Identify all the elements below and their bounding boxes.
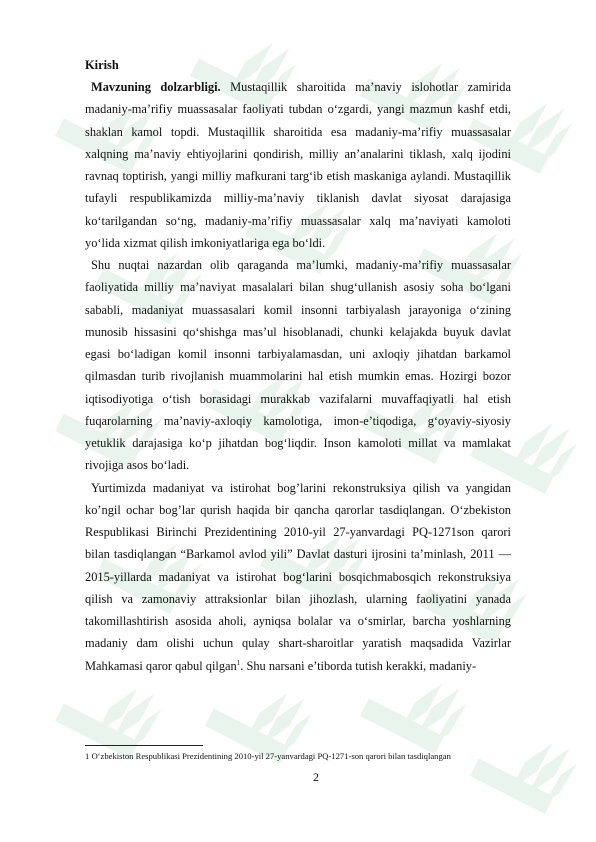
watermark-logo-icon xyxy=(200,662,328,786)
paragraph-text: Shu nuqtai nazardan olib qaraganda ma’lumki, madaniy-ma’rifiy muassasalar faoliyatida milliy ma’naviyat masalalari bilan shug‘ullanish asosiy soha bo‘lgani sababli, madaniyat muassasalari komil insonni tarbiyalash jarayoniga o‘zining munosib hissasini qo‘shishga mas’ul hisoblanadi, chunki kelajakda buyuk davlat egasi bo‘ladigan komil insonni tarbiyalamasdan, uni axloqiy jihatdan barkamol qilmasdan turib rivojlanish muammolarini hal etish mumkin emas. Hozirgi bozor iqtisodiyotiga o‘tish borasidagi murakkab vazifalarni muvaffaqiyatli hal etish fuqarolarning ma’naviy-axloqiy kamolotiga, imon-e’tiqodiga, g‘oyaviy-siyosiy yetuklik darajasiga ko‘p jihatdan bog‘liqdir. Inson kamoloti millat va mamlakat rivojiga asos bo‘ladi. xyxy=(85,258,511,473)
paragraph-lead: Mavzuning dolzarbligi. xyxy=(91,80,221,94)
footnote-reference[interactable]: 1 xyxy=(236,658,241,667)
paragraph-text: Mustaqillik sharoitida ma’naviy islohotlar zamirida madaniy-ma’rifiy muassasalar faoliyati tubdan o‘zgardi, yangi mazmun kashf etdi, shaklan kamol topdi. Mustaqillik sharoitida esa madaniy-ma’rifiy muassasalar xalqning ma’naviy ehtiyojlarini qondirish, milliy an’analarini tiklash, xalq ijodini ravnaq toptirish, yangi milliy mafkurani targ‘ib etish maskaniga aylandi. Mustaqillik tufayli respublikamizda milliy-ma’naviy tiklanish davlat siyosat darajasiga ko‘tarilgandan so‘ng, madaniy-ma’rifiy muassasalar xalq ma’naviyati kamoloti yo‘lida xizmat qilish imkoniyatlariga ega bo‘ldi. xyxy=(85,80,511,250)
watermark-logo-icon xyxy=(465,712,593,836)
footnote-divider xyxy=(85,745,203,746)
paragraph-1 xyxy=(85,76,511,254)
paragraph-2 xyxy=(85,254,511,477)
paragraph-text: Yurtimizda madaniyat va istirohat bog’larini rekonstruksiya qilish va yangidan ko’ngil ochar bog’lar qurish haqida bir qancha qarorlar tasdiqlangan. O‘zbekiston Respublikasi Birinchi Prezidentining 2010-yil 27-yanvardagi PQ-1271son qarori bilan tasdiqlangan “Barkamol avlod yili” Davlat dasturi ijrosini ta’minlash, 2011 — 2015-yillarda madaniyat va istirohat bog‘larini bosqichmabosqich rekonstruksiya qilish va zamonaviy attraksionlar bilan jihozlash, ularning faoliyatini yanada takomillashtirish asosida aholi, ayniqsa bolalar va o‘smirlar, barcha yoshlarning madaniy dam olishi uchun qulay shart-sharoitlar yaratish maqsadida Vazirlar Mahkamasi qaror qabul qilgan xyxy=(85,480,511,673)
paragraph-tail: . Shu narsani e’tiborda tutish kerakki, madaniy- xyxy=(240,658,477,673)
paragraph-3 xyxy=(85,477,511,677)
page-number: 2 xyxy=(313,770,319,784)
document-body xyxy=(85,56,511,677)
section-heading: Kirish xyxy=(85,58,119,72)
footnote: 1 O‘zbekiston Respublikasi Prezidentining 2010-yil 27-yanvardagi PQ-1271-son qarori bilan tasdiqlangan xyxy=(85,751,451,761)
